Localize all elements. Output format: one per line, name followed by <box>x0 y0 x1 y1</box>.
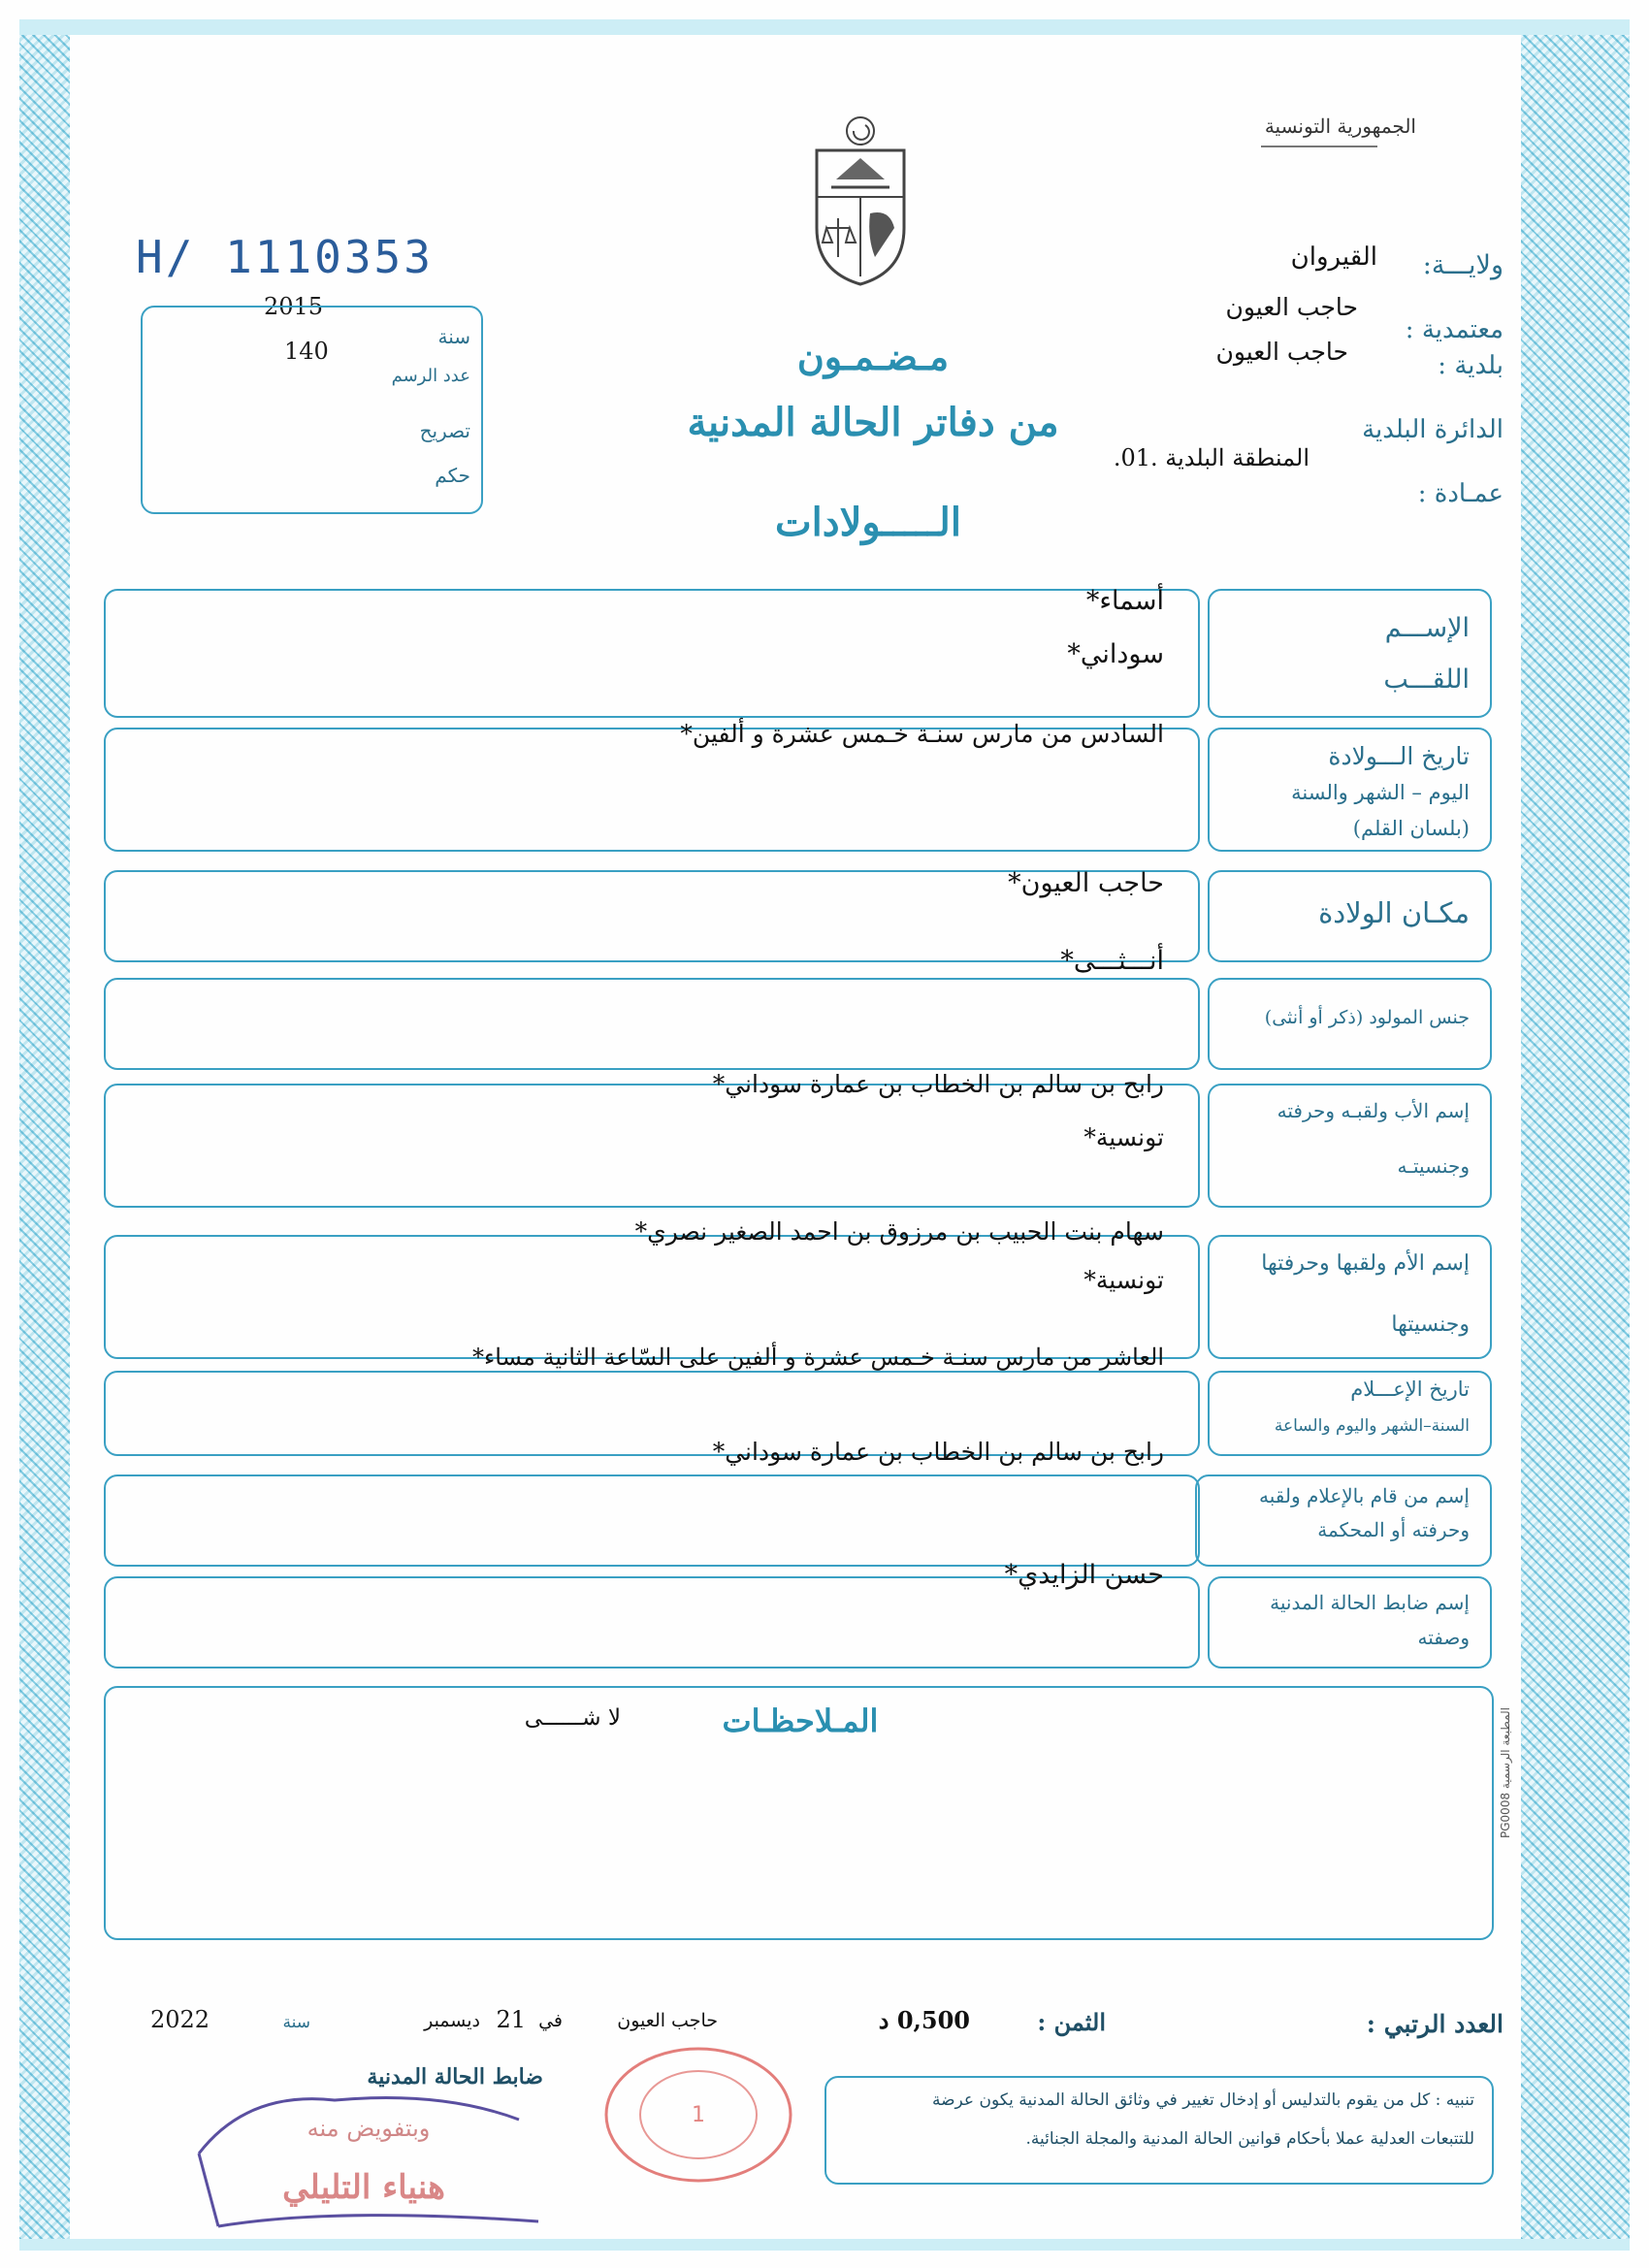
declarant-value-box <box>104 1474 1200 1567</box>
decorative-border-top <box>19 19 1630 35</box>
birth-place-label: مكـان الولادة <box>1318 896 1470 929</box>
signature-line: وبتفويض منه <box>307 2115 431 2142</box>
name-label: الإســـم <box>1384 613 1470 643</box>
sex-value-box <box>104 978 1200 1070</box>
mother-label-2: وجنسيتها <box>1391 1312 1470 1337</box>
document-title-2: من دفاتر الحالة المدنية <box>687 400 1059 445</box>
declaration-date-label-1: تاريخ الإعـــلام <box>1350 1377 1470 1401</box>
footer-year: 2022 <box>150 2006 210 2033</box>
sex-value: أنـــثـــى* <box>1060 946 1164 976</box>
wilaya-value: القيروان <box>1290 243 1377 272</box>
surname-label: اللقـــب <box>1383 664 1470 695</box>
daira-label: الدائرة البلدية <box>1362 415 1504 444</box>
svg-text:1: 1 <box>692 2103 705 2127</box>
footer-day: 21 <box>496 2006 526 2033</box>
mintaqa-value: المنطقة البلدية .01. <box>1113 444 1310 471</box>
surname-value: سوداني* <box>1067 639 1164 669</box>
footer-day-prefix: في <box>538 2010 563 2031</box>
sex-label: جنس المولود (ذكر أو أنثى) <box>1264 1007 1470 1028</box>
official-stamp-icon <box>597 2042 800 2187</box>
officer-value-box <box>104 1576 1200 1669</box>
decorative-border-right <box>1521 19 1630 2251</box>
remarks-value: لا شــــــى <box>524 1705 621 1731</box>
wilaya-label: ولايـــة: <box>1422 250 1504 280</box>
footer-place: حاجب العيون <box>617 2010 718 2031</box>
registration-number-label: عدد الرسم <box>391 366 470 386</box>
footer-month: ديسمبر <box>424 2010 480 2031</box>
side-code: PG0008 المطبعة الرسمية <box>1499 1707 1512 1838</box>
mutamadiya-label: معتمدية : <box>1405 315 1504 344</box>
declaration-date-value: العاشر من مارس سنـة خـمس عشرة و ألفين على السّاعة الثانية مساء* <box>471 1344 1164 1371</box>
registration-year-label: سنة <box>437 325 470 348</box>
name-value: أسماء* <box>1085 586 1164 616</box>
birth-date-label-3: (بلسان القلم) <box>1352 817 1470 840</box>
officer-label-1: إسم ضابط الحالة المدنية <box>1270 1591 1470 1614</box>
tunisia-coat-of-arms-icon <box>807 112 914 286</box>
price-value: 0,500 د <box>878 2006 970 2034</box>
declarant-label-1: إسم من قام بالإعلام ولقبه <box>1259 1484 1470 1507</box>
mother-label-1: إسم الأم ولقبها وحرفتها <box>1261 1251 1470 1276</box>
warning-text-2: للتتبعات العدلية عملا بأحكام قوانين الحالة المدنية والمجلة الجنائية. <box>1025 2129 1474 2149</box>
baladiya-label: بلدية : <box>1438 351 1504 380</box>
decorative-border-bottom <box>19 2239 1630 2251</box>
warning-text-1: تنبيه : كل من يقوم بالتدليس أو إدخال تغيير في وثائق الحالة المدنية يكون عرضة <box>932 2090 1474 2110</box>
tasrih-label: تصريح <box>419 419 470 442</box>
officer-value: حسن الزايدي* <box>1004 1560 1164 1590</box>
section-title: الـــــولادات <box>775 500 961 545</box>
declarant-value: رابح بن سالم بن الخطاب بن عمارة سوداني* <box>712 1438 1164 1466</box>
mother-nationality: تونسية* <box>1083 1266 1164 1294</box>
officer-title: ضابط الحالة المدنية <box>367 2064 543 2090</box>
serial-number: H/ 1110353 <box>136 231 434 283</box>
price-label: الثمن : <box>1037 2008 1106 2036</box>
birth-date-label-1: تاريخ الـــولادة <box>1328 742 1470 770</box>
omda-label: عمـادة : <box>1417 479 1504 508</box>
father-value: رابح بن سالم بن الخطاب بن عمارة سوداني* <box>712 1070 1164 1098</box>
declarant-label-2: وحرفته أو المحكمة <box>1317 1518 1470 1541</box>
father-label-2: وجنسيتـه <box>1397 1154 1470 1178</box>
decorative-border-left <box>19 19 70 2251</box>
birth-date-label-2: اليوم – الشهر والسنة <box>1291 781 1470 804</box>
mother-value: سهام بنت الحبيب بن مرزوق بن احمد الصغير نصري* <box>634 1217 1164 1246</box>
remarks-label: المـلاحظـات <box>722 1702 879 1739</box>
document-title-1: مـضـمـون <box>796 335 950 378</box>
serial-label: العدد الرتبي : <box>1366 2010 1504 2038</box>
birth-date-value: السادس من مارس سنـة خـمس عشرة و ألفين* <box>680 720 1164 748</box>
baladiya-value: حاجب العيون <box>1215 338 1348 366</box>
father-label-1: إسم الأب ولقبـه وحرفته <box>1277 1099 1470 1122</box>
officer-label-2: وصفته <box>1417 1626 1470 1649</box>
registration-year: 2015 <box>264 293 324 320</box>
country-divider <box>1261 146 1377 147</box>
footer-year-label: سنة <box>282 2013 310 2032</box>
country-name: الجمهورية التونسية <box>1264 114 1416 138</box>
hukm-label: حكم <box>435 464 470 487</box>
registration-number: 140 <box>284 338 329 365</box>
birth-place-value: حاجب العيون* <box>1008 868 1164 898</box>
name-label-box <box>1208 589 1492 718</box>
mother-value-box <box>104 1235 1200 1359</box>
mutamadiya-value: حاجب العيون <box>1225 293 1358 321</box>
declaration-date-label-2: السنة–الشهر واليوم والساعة <box>1274 1416 1470 1436</box>
signature-name: هنياء التليلي <box>282 2168 445 2207</box>
father-nationality: تونسية* <box>1083 1123 1164 1151</box>
